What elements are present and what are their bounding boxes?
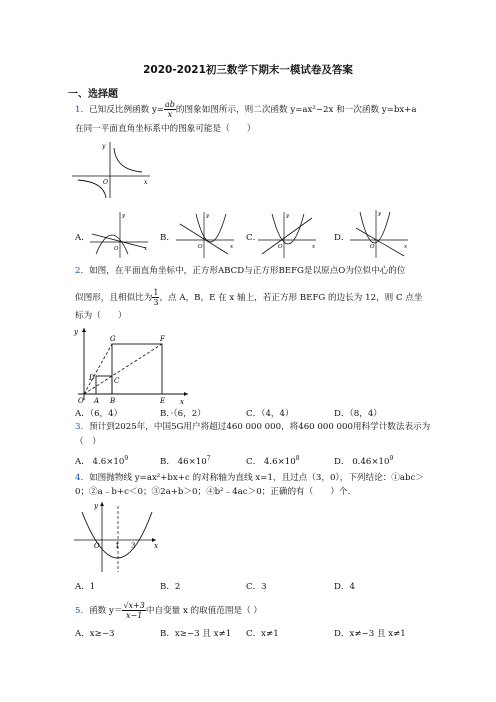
q3-text-line1: 预计到2025年，中国5G用户将超过460 000 000，将460 000 000用科学计数法表示为 bbox=[89, 422, 431, 432]
q4-number: 4． bbox=[75, 473, 90, 483]
q3-d-label: D． bbox=[334, 457, 350, 467]
q2-option-b[interactable]: B．·（6，2） bbox=[160, 409, 206, 419]
q5-option-c[interactable]: C．x≠1 bbox=[246, 629, 279, 639]
q4-fig-x: x bbox=[154, 542, 158, 550]
q2-fig-x: x bbox=[180, 398, 184, 406]
q2-option-a[interactable]: A．（6，4） bbox=[75, 409, 123, 419]
q1-option-a-graph bbox=[90, 210, 150, 260]
q3-d-exponent: 9 bbox=[389, 455, 394, 463]
q4-fig-three: 3 bbox=[131, 542, 136, 550]
q3-b-exponent: 7 bbox=[206, 455, 211, 463]
q5-frac-denominator: x−1 bbox=[125, 611, 143, 620]
q1-option-c-graph bbox=[258, 210, 318, 260]
q2-fig-B: B bbox=[110, 397, 116, 405]
q1-text-pre: 已知反比例函数 y= bbox=[89, 105, 165, 115]
q5-number: 5． bbox=[75, 606, 90, 616]
q1-main-x-label: x bbox=[144, 179, 148, 186]
q3-c-mantissa: 4.6×10 bbox=[263, 457, 296, 467]
q1-c-o: O bbox=[278, 244, 283, 250]
q1-option-b-label[interactable]: B． bbox=[160, 233, 175, 243]
q3-option-c[interactable] bbox=[246, 455, 300, 467]
q2-text-pre: 似图形，且相似比为 bbox=[75, 293, 153, 303]
q1-frac-numerator: ab bbox=[165, 100, 175, 109]
q2-fig-E: E bbox=[160, 397, 166, 405]
q5-fraction bbox=[122, 601, 145, 620]
q1-b-y: y bbox=[206, 213, 210, 219]
q1-c-y: y bbox=[286, 213, 290, 219]
q1-main-graph bbox=[72, 140, 152, 200]
q1-line1 bbox=[75, 100, 417, 119]
q1-a-x: x bbox=[144, 246, 148, 252]
q4-line2: 0；②a﹣b+c＜0；③2a+b＞0；④b²﹣4ac＞0；正确的有（ ）个. bbox=[75, 487, 351, 497]
q4-text-line1: 如图抛物线 y=ax²+bx+c 的对称轴为直线 x=1，且过点（3，0），下列结论：①abc＞ bbox=[89, 473, 424, 483]
q2-line3: 标为（ ） bbox=[75, 311, 127, 321]
q5-text-pre: 函数 y＝ bbox=[89, 606, 123, 616]
q1-frac-denominator: x bbox=[167, 110, 173, 119]
q2-fig-D: D bbox=[89, 374, 95, 382]
q2-fig-F: F bbox=[160, 335, 165, 343]
q4-line1 bbox=[75, 473, 424, 484]
q1-c-x: x bbox=[312, 244, 316, 250]
q5-text-post: 中自变量 x 的取值范围是（ ） bbox=[145, 606, 263, 616]
q4-option-a[interactable]: A．1 bbox=[75, 582, 96, 592]
q3-b-mantissa: 46×10 bbox=[177, 457, 207, 467]
q3-number: 3． bbox=[75, 422, 90, 432]
q2-fig-C: C bbox=[114, 377, 120, 385]
q1-line2: 在同一平面直角坐标系中的图象可能是（ ） bbox=[75, 124, 256, 134]
q2-figure bbox=[72, 326, 192, 406]
q4-option-c[interactable]: C．3 bbox=[246, 582, 267, 592]
q3-d-mantissa: 0.46×10 bbox=[352, 457, 390, 467]
q2-number: 2． bbox=[75, 266, 90, 276]
q5-option-a[interactable]: A．x≥−3 bbox=[75, 629, 115, 639]
q1-option-d-label[interactable]: D． bbox=[334, 233, 350, 243]
q5-option-d[interactable]: D．x≠−3 且 x≠1 bbox=[334, 629, 406, 639]
q1-option-a-label[interactable]: A． bbox=[75, 233, 90, 243]
q2-fig-A: A bbox=[94, 397, 100, 405]
q2-text-line1: 如图，在平面直角坐标中，正方形ABCD与正方形BEFG是以原点O为位似中心的位 bbox=[89, 266, 406, 276]
q1-a-o: O bbox=[114, 246, 119, 252]
q1-d-x: x bbox=[404, 244, 408, 250]
q1-d-o: O bbox=[370, 244, 375, 250]
q1-a-y: y bbox=[122, 213, 126, 219]
q1-d-y: y bbox=[378, 211, 382, 217]
q1-option-d-graph bbox=[350, 208, 410, 260]
q4-fig-y: y bbox=[94, 502, 98, 510]
q5-option-b[interactable]: B．x≥−3 且 x≠1 bbox=[160, 629, 232, 639]
q2-line2 bbox=[75, 288, 422, 307]
q2-frac-numerator: 1 bbox=[153, 288, 159, 297]
page-title: 2020-2021初三数学下期末一模试卷及答案 bbox=[143, 64, 353, 76]
q1-main-origin-label: O bbox=[103, 179, 108, 186]
q3-b-label: B． bbox=[160, 457, 175, 467]
q3-a-mantissa: 4.6×10 bbox=[92, 457, 125, 467]
q3-option-a[interactable] bbox=[75, 455, 128, 467]
q1-number: 1． bbox=[75, 105, 90, 115]
q2-option-c[interactable]: C．（4，4） bbox=[246, 409, 294, 419]
q2-fig-O: O bbox=[78, 397, 84, 405]
q1-text-post: 的图象如图所示，则二次函数 y=ax²−2x 和一次函数 y=bx+a bbox=[175, 105, 417, 115]
q3-a-exponent: 9 bbox=[124, 455, 129, 463]
q3-line2: （ ） bbox=[75, 437, 101, 447]
q3-a-label: A． bbox=[75, 457, 90, 467]
q1-b-x: x bbox=[230, 244, 234, 250]
q2-fig-G: G bbox=[110, 335, 116, 343]
q2-line1 bbox=[75, 266, 405, 277]
q2-option-d[interactable]: D．（8，4） bbox=[334, 409, 382, 419]
q5-line1 bbox=[75, 601, 262, 620]
q3-option-d[interactable] bbox=[334, 455, 393, 467]
q1-option-c-label[interactable]: C． bbox=[246, 233, 262, 243]
q4-parabola-figure bbox=[72, 500, 162, 574]
q5-frac-numerator: √x+3 bbox=[123, 601, 145, 610]
q1-option-b-graph bbox=[176, 210, 236, 260]
q4-option-d[interactable]: D．4 bbox=[334, 582, 355, 592]
q4-fig-o: O bbox=[94, 542, 100, 550]
q3-line1 bbox=[75, 422, 430, 433]
q1-b-o: O bbox=[198, 244, 203, 250]
q4-option-b[interactable]: B．2 bbox=[160, 582, 181, 592]
q3-c-exponent: 8 bbox=[295, 455, 300, 463]
q4-fig-one: 1 bbox=[115, 542, 120, 550]
q3-c-label: C． bbox=[246, 457, 262, 467]
section-heading: 一、选择题 bbox=[68, 89, 118, 100]
q3-option-b[interactable] bbox=[160, 455, 211, 467]
q1-main-y-label: y bbox=[102, 143, 106, 150]
q1-fraction bbox=[164, 100, 176, 119]
q2-text-post: ，点 A，B，E 在 x 轴上，若正方形 BEFG 的边长为 12，则 C 点坐 bbox=[159, 293, 423, 303]
q2-frac-denominator: 3 bbox=[153, 298, 159, 307]
q2-fig-y: y bbox=[74, 328, 78, 336]
